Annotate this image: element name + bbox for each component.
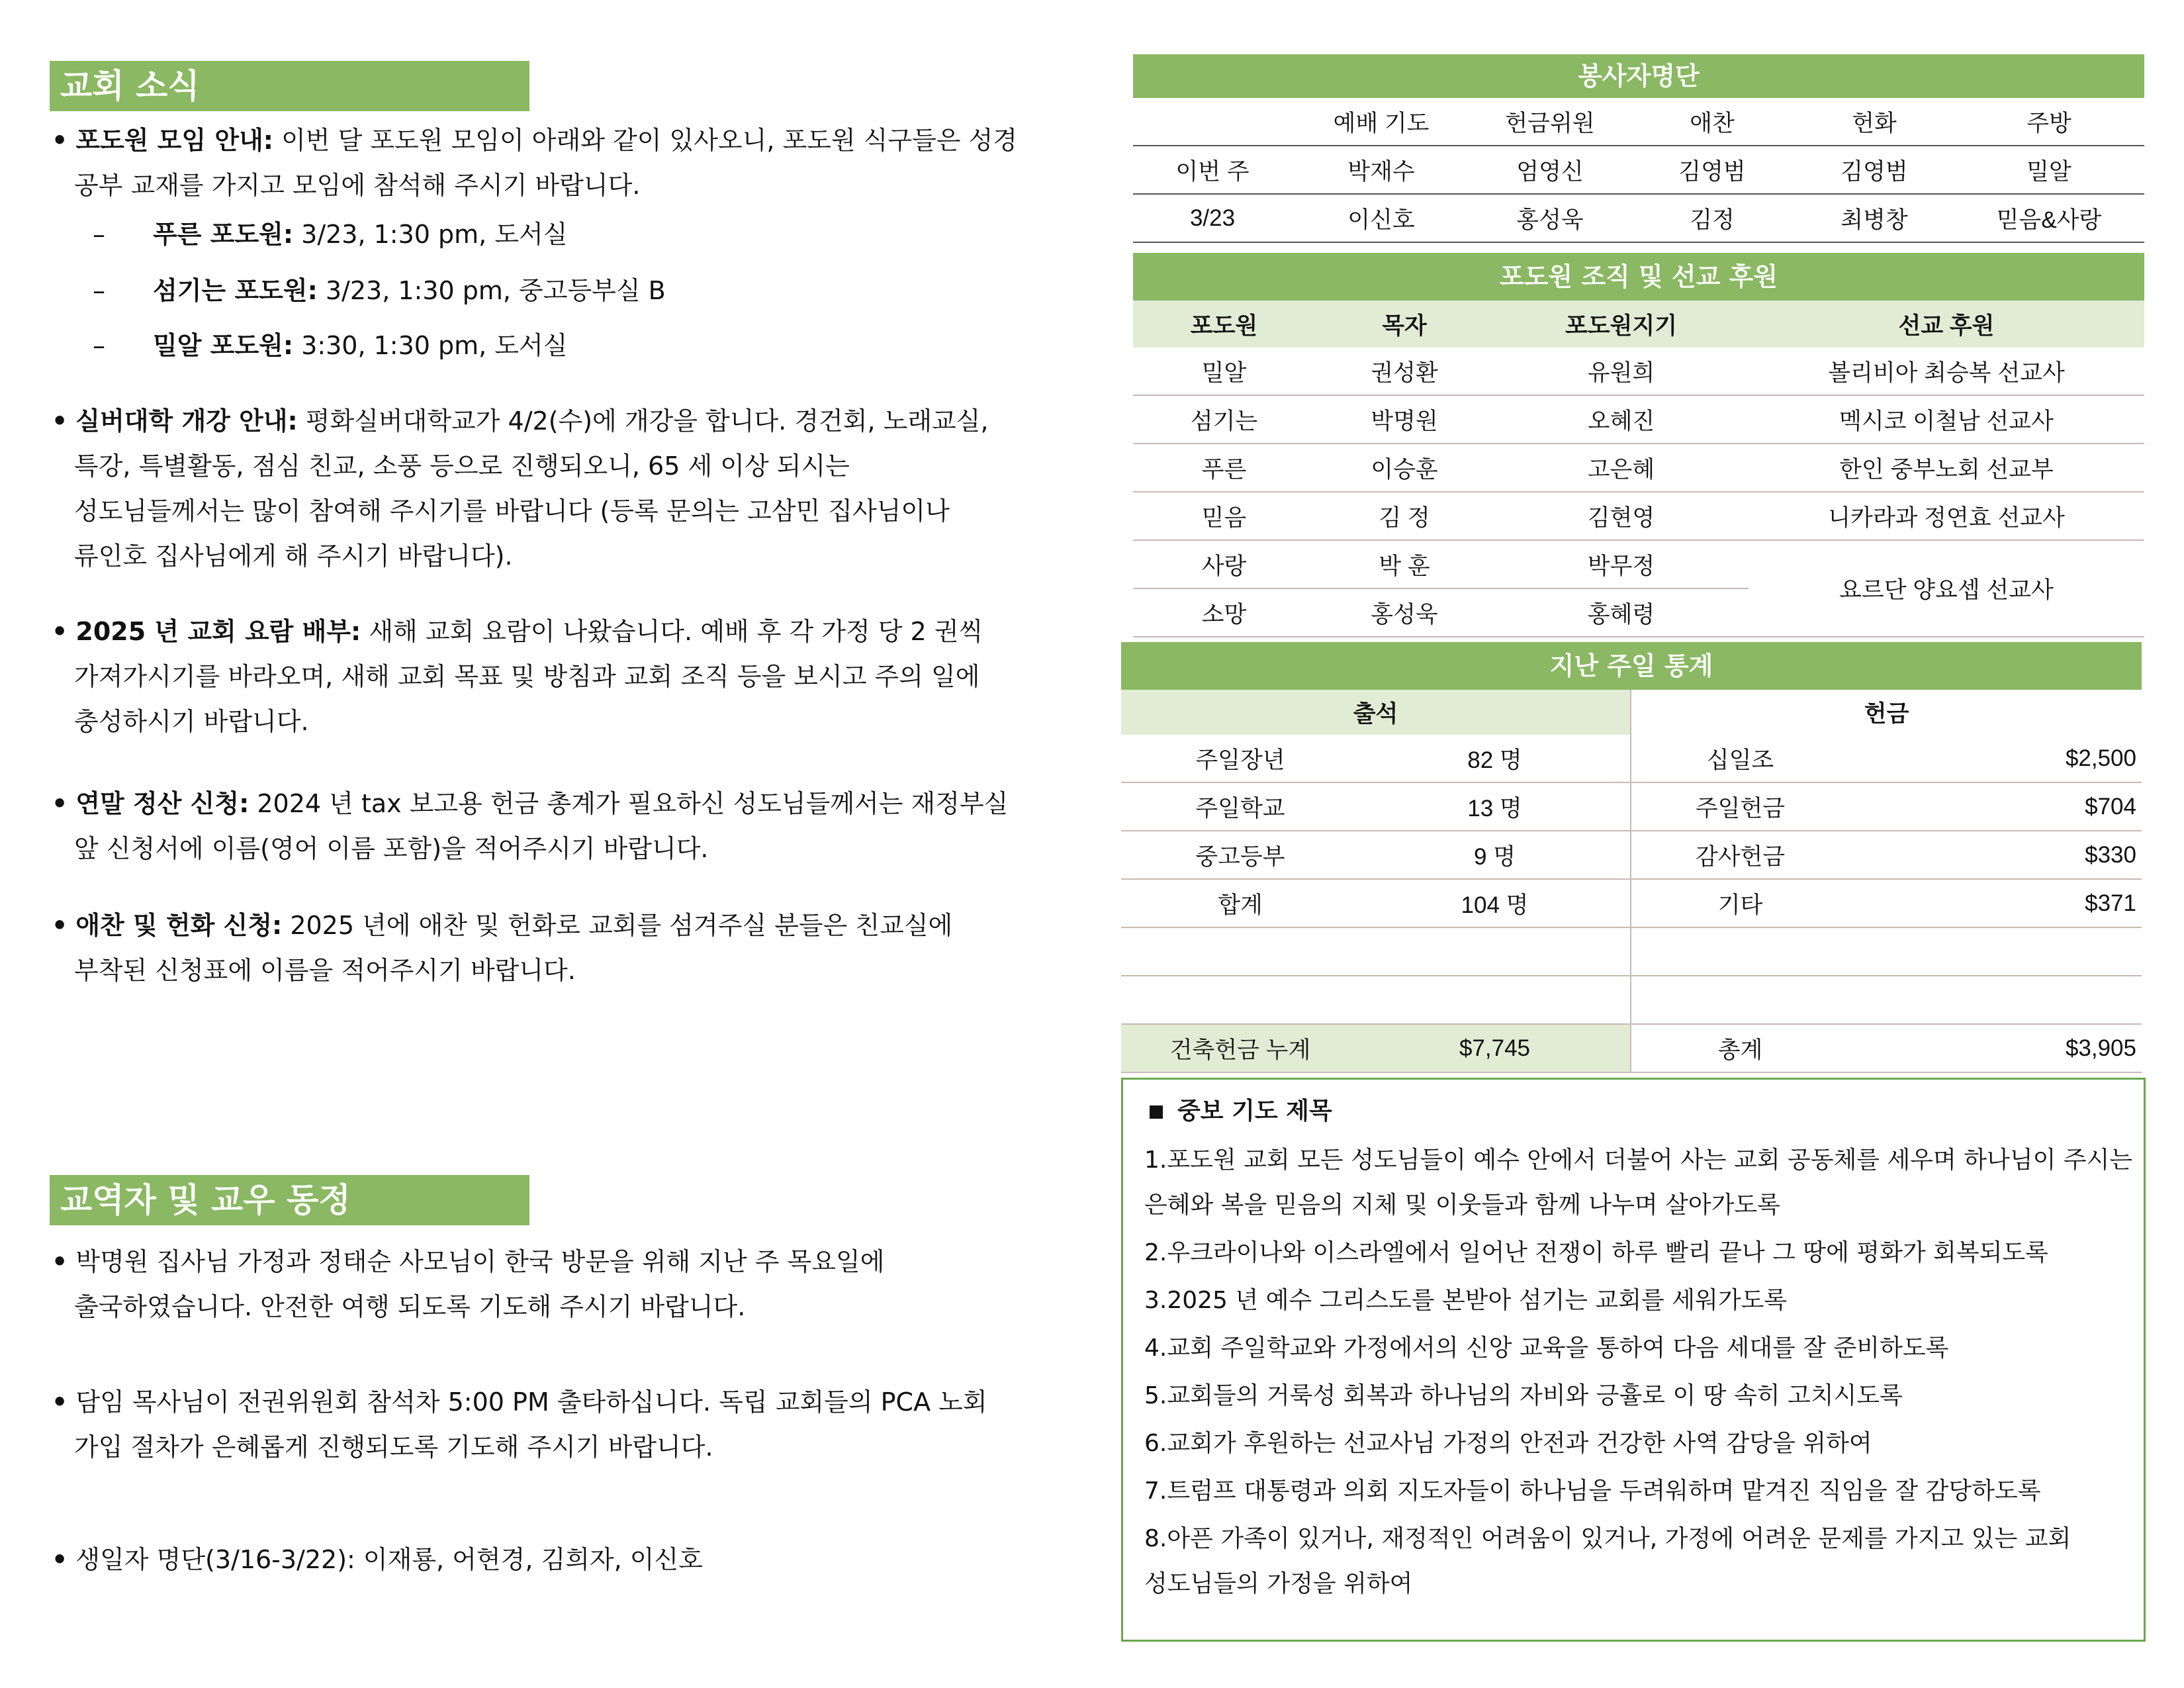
news-section-title: 교회 소식 [60, 67, 200, 105]
news-section-header [50, 61, 529, 111]
cell: 푸른 [1133, 444, 1315, 492]
bullet-icon: • [52, 406, 68, 436]
vineyard-org-title: 포도원 조직 및 선교 후원 [1133, 253, 2144, 301]
cell [1121, 976, 1359, 1024]
prayer-item: 3.2025 년 예수 그리스도를 본받아 섬기는 교회를 세워가도록 [1144, 1287, 1788, 1314]
attendance-header: 출석 [1121, 690, 1631, 735]
cell: 이승훈 [1315, 444, 1494, 492]
stats-table [1121, 642, 2142, 1073]
header-cell: 헌화 [1795, 98, 1954, 146]
stats-header-row [1121, 690, 2142, 735]
news-item-heading: 2025 년 교회 요람 배부: [75, 617, 361, 646]
cell: 오혜진 [1494, 395, 1749, 444]
vineyard-detail: 3/23, 1:30 pm, 도서실 [293, 220, 568, 249]
building-fund-label: 건축헌금 누계 [1121, 1024, 1359, 1072]
cell: 9 명 [1359, 831, 1631, 879]
cell: 사랑 [1133, 540, 1315, 588]
volunteer-table-title: 봉사자명단 [1133, 54, 2144, 98]
vineyard-item-serving [93, 268, 666, 313]
table-row [1121, 927, 2142, 976]
vineyard-name: 밀알 포도원: [153, 331, 294, 360]
cell: 최병창 [1795, 194, 1954, 242]
staff-item-text: 박명원 집사님 가정과 정태순 사모님이 한국 방문을 위해 지난 주 목요일에 [75, 1247, 885, 1276]
cell: 중고등부 [1121, 831, 1359, 879]
news-item-yearbook [52, 609, 1071, 744]
merged-mission-cell: 요르단 양요셉 선교사 [1749, 540, 2144, 637]
cell [1849, 976, 2142, 1024]
cell: 김영범 [1795, 146, 1954, 194]
cell: 한인 중부노회 선교부 [1749, 444, 2144, 492]
header-cell: 선교 후원 [1749, 301, 2144, 348]
news-item-text: 이번 달 포도원 모임이 아래와 같이 있사오니, 포도원 식구들은 성경 [273, 126, 1018, 155]
cell [1631, 976, 1849, 1024]
cell [1359, 927, 1631, 976]
bullet-icon: • [52, 617, 68, 646]
cell: 이번 주 [1133, 146, 1292, 194]
vineyard-detail: 3:30, 1:30 pm, 도서실 [293, 331, 568, 360]
table-row [1121, 735, 2142, 782]
header-cell [1133, 98, 1292, 146]
table-row [1133, 444, 2144, 492]
building-fund-value: $7,745 [1359, 1024, 1631, 1072]
vineyard-item-wheat [93, 323, 567, 368]
news-item-text: 가져가시기를 바라오며, 새해 교회 목표 및 방침과 교회 조직 등을 보시고 주의 일에 [74, 662, 980, 691]
cell: 권성환 [1315, 348, 1494, 395]
header-cell: 목자 [1315, 301, 1494, 348]
volunteer-header-row [1133, 98, 2144, 146]
news-item-text: 충성하시기 바랍니다. [74, 707, 309, 736]
prayer-item: 5.교회들의 거룩성 회복과 하나님의 자비와 긍휼로 이 땅 속히 고치시도록 [1144, 1382, 1903, 1409]
staff-item [52, 1380, 1071, 1470]
prayer-item: 8.아픈 가족이 있거나, 재정적인 어려움이 있거나, 가정에 어려운 문제를 가지고 있는 교회 성도님들의 가정을 위하여 [1144, 1525, 2071, 1597]
staff-item-text: 출국하였습니다. 안전한 여행 되도록 기도해 주시기 바랍니다. [74, 1292, 746, 1321]
header-cell: 포도원지기 [1494, 301, 1749, 348]
cell: 주일학교 [1121, 782, 1359, 831]
vineyard-name: 섬기는 포도원: [153, 276, 318, 305]
cell: 13 명 [1359, 782, 1631, 831]
prayer-title-row [1150, 1092, 1332, 1131]
cell: 볼리비아 최승복 선교사 [1749, 348, 2144, 395]
vineyard-name: 푸른 포도원: [153, 220, 294, 249]
header-cell: 애찬 [1629, 98, 1795, 146]
cell: 홍성욱 [1471, 194, 1629, 242]
prayer-list [1144, 1138, 2137, 1607]
table-row [1133, 146, 2144, 194]
cell: 섬기는 [1133, 395, 1315, 444]
staff-item-text: 가입 절차가 은혜롭게 진행되도록 기도해 주시기 바랍니다. [74, 1432, 713, 1462]
dash-icon: – [93, 276, 105, 305]
dash-icon: – [93, 220, 105, 249]
bullet-icon: • [52, 789, 68, 818]
news-item-flowers [52, 903, 1071, 993]
cell: 십일조 [1631, 735, 1849, 782]
dash-icon: – [93, 331, 105, 360]
news-item-text: 새해 교회 요람이 나왔습니다. 예배 후 각 가정 당 2 권씩 [361, 617, 983, 646]
news-item-heading: 연말 정산 신청: [75, 789, 250, 818]
cell: 82 명 [1359, 735, 1631, 782]
cell: 김영범 [1629, 146, 1795, 194]
cell: 김정 [1629, 194, 1795, 242]
volunteer-table [1133, 54, 2144, 243]
staff-item-text: 생일자 명단(3/16-3/22): 이재룡, 어현경, 김희자, 이신호 [75, 1545, 703, 1574]
table-row [1121, 831, 2142, 879]
stats-title: 지난 주일 통계 [1121, 642, 2142, 690]
news-item-text: 앞 신청서에 이름(영어 이름 포함)을 적어주시기 바랍니다. [74, 834, 709, 863]
cell [1359, 976, 1631, 1024]
header-cell: 예배 기도 [1292, 98, 1471, 146]
vineyard-org-header-row [1133, 301, 2144, 348]
cell: 박무정 [1494, 540, 1749, 588]
cell: 멕시코 이철남 선교사 [1749, 395, 2144, 444]
stats-footer-row [1121, 1024, 2142, 1072]
cell: 엄영신 [1471, 146, 1629, 194]
cell: 김현영 [1494, 492, 1749, 540]
cell: 주일헌금 [1631, 782, 1849, 831]
news-item-tax [52, 781, 1071, 871]
table-row [1133, 540, 2144, 588]
table-row [1133, 395, 2144, 444]
prayer-item: 1.포도원 교회 모든 성도님들이 예수 안에서 더불어 사는 교회 공동체를 세우며 하나님이 주시는 은혜와 복을 믿음의 지체 및 이웃들과 함께 나누며 살아가도록 [1144, 1147, 2133, 1219]
news-item-text: 공부 교재를 가지고 모임에 참석해 주시기 바랍니다. [74, 171, 641, 200]
table-row [1133, 492, 2144, 540]
cell: 홍성욱 [1315, 588, 1494, 637]
staff-item-text: 담임 목사님이 전권위원회 참석차 5:00 PM 출타하십니다. 독립 교회들의 PCA 노회 [75, 1387, 987, 1417]
table-row [1133, 348, 2144, 395]
bullet-icon: • [52, 1247, 68, 1276]
total-label: 총계 [1631, 1024, 1849, 1072]
cell: 유원희 [1494, 348, 1749, 395]
cell: 기타 [1631, 879, 1849, 927]
cell: 주일장년 [1121, 735, 1359, 782]
news-item-silver-college [52, 399, 1071, 579]
news-item-heading: 실버대학 개강 안내: [75, 406, 298, 436]
total-value: $3,905 [1849, 1024, 2142, 1072]
prayer-item: 2.우크라이나와 이스라엘에서 일어난 전쟁이 하루 빨리 끝나 그 땅에 평화가 회복되도록 [1144, 1239, 2048, 1266]
cell: 홍혜령 [1494, 588, 1749, 637]
cell [1849, 927, 2142, 976]
cell: 박재수 [1292, 146, 1471, 194]
header-cell: 포도원 [1133, 301, 1315, 348]
cell: 믿음 [1133, 492, 1315, 540]
cell: $371 [1849, 879, 2142, 927]
cell: 밀알 [1954, 146, 2144, 194]
cell: 3/23 [1133, 194, 1292, 242]
table-row [1121, 879, 2142, 927]
bullet-icon: • [52, 1545, 68, 1574]
staff-section-title: 교역자 및 교우 동정 [60, 1181, 351, 1219]
cell: 박 훈 [1315, 540, 1494, 588]
cell: 밀알 [1133, 348, 1315, 395]
header-cell: 헌금위원 [1471, 98, 1629, 146]
news-item-text: 2025 년에 애찬 및 헌화로 교회를 섬겨주실 분들은 친교실에 [282, 911, 953, 940]
news-item-heading: 애찬 및 헌화 신청: [75, 911, 283, 940]
staff-section-header [50, 1175, 529, 1225]
cell: 소망 [1133, 588, 1315, 637]
bullet-icon: • [52, 126, 68, 155]
cell: 박명원 [1315, 395, 1494, 444]
prayer-item: 7.트럼프 대통령과 의회 지도자들이 하나님을 두려워하며 맡겨진 직임을 잘 감당하도록 [1144, 1477, 2041, 1505]
cell [1121, 927, 1359, 976]
vineyard-detail: 3/23, 1:30 pm, 중고등부실 B [317, 276, 666, 305]
cell: 고은혜 [1494, 444, 1749, 492]
table-row [1121, 976, 2142, 1024]
news-item-text: 류인호 집사님에게 해 주시기 바랍니다). [74, 541, 513, 571]
staff-item [52, 1239, 1071, 1329]
header-cell: 주방 [1954, 98, 2144, 146]
cell: $2,500 [1849, 735, 2142, 782]
cell: 김 정 [1315, 492, 1494, 540]
news-item-text: 성도님들께서는 많이 참여해 주시기를 바랍니다 (등록 문의는 고삼민 집사님이나 [74, 496, 950, 526]
news-item-text: 2024 년 tax 보고용 헌금 총계가 필요하신 성도님들께서는 재정부실 [249, 789, 1009, 818]
prayer-item: 4.교회 주일학교와 가정에서의 신앙 교육을 통하여 다음 세대를 잘 준비하도록 [1144, 1335, 1949, 1362]
cell: 이신호 [1292, 194, 1471, 242]
cell: 104 명 [1359, 879, 1631, 927]
vineyard-item-blue [93, 212, 567, 257]
offering-header: 헌금 [1631, 690, 2142, 735]
prayer-title: 중보 기도 제목 [1177, 1098, 1332, 1125]
news-item-heading: 포도원 모임 안내: [75, 126, 274, 155]
news-item-text: 평화실버대학교가 4/2(수)에 개강을 합니다. 경건회, 노래교실, [297, 406, 989, 436]
bullet-icon: • [52, 1387, 68, 1417]
cell: 감사헌금 [1631, 831, 1849, 879]
prayer-item: 6.교회가 후원하는 선교사님 가정의 안전과 건강한 사역 감당을 위하여 [1144, 1430, 1872, 1457]
cell: 믿음&사랑 [1954, 194, 2144, 242]
news-item-vineyard-meeting [52, 118, 1071, 208]
cell: 니카라과 정연효 선교사 [1749, 492, 2144, 540]
prayer-box [1121, 1078, 2146, 1642]
vineyard-org-table [1133, 253, 2144, 637]
news-item-text: 특강, 특별활동, 점심 친교, 소풍 등으로 진행되오니, 65 세 이상 되시는 [74, 451, 850, 481]
cell: $704 [1849, 782, 2142, 831]
bullet-icon: • [52, 911, 68, 940]
square-bullet-icon [1150, 1105, 1163, 1119]
cell: 합계 [1121, 879, 1359, 927]
cell [1631, 927, 1849, 976]
cell: $330 [1849, 831, 2142, 879]
table-row [1121, 782, 2142, 831]
news-item-text: 부착된 신청표에 이름을 적어주시기 바랍니다. [74, 956, 576, 985]
table-row [1133, 194, 2144, 242]
staff-item-birthdays [52, 1537, 1071, 1582]
